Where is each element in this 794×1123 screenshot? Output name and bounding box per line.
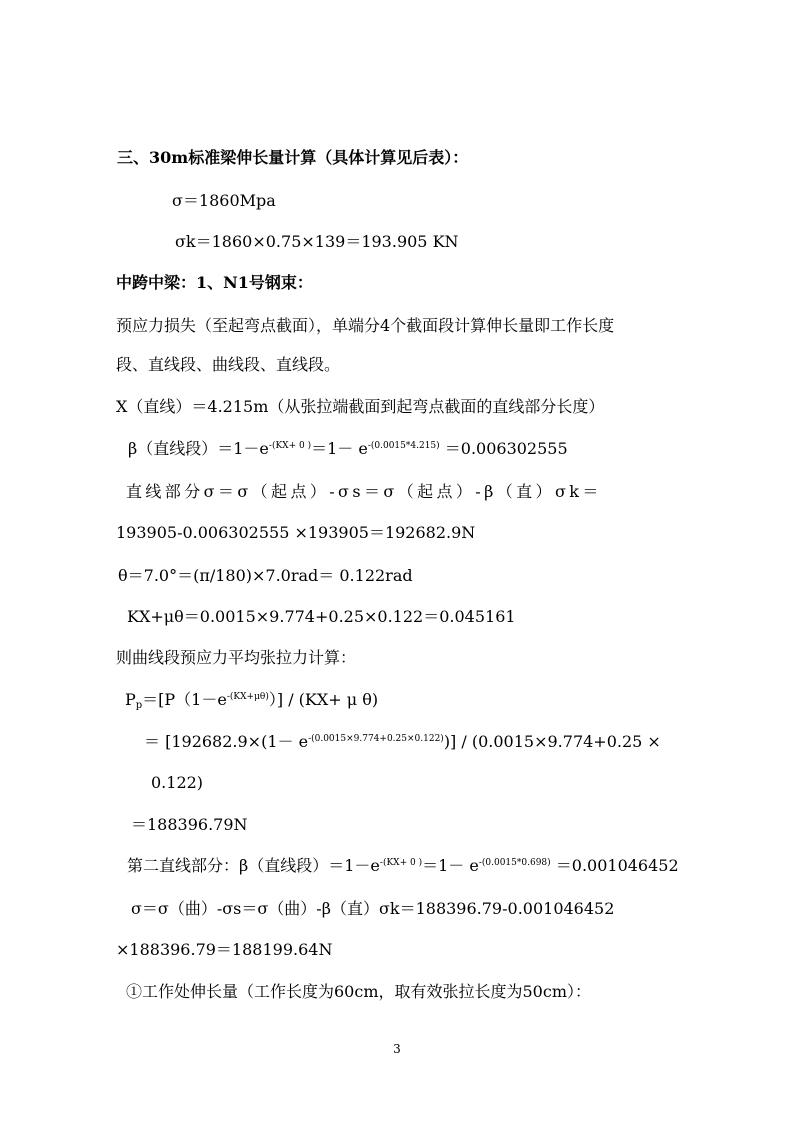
second-straight-line-2: ×188396.79＝188199.64N	[116, 940, 333, 959]
pp-exp: -(KX+μθ)	[226, 692, 269, 702]
beta1-a: β（直线段）＝1－e	[128, 439, 269, 458]
pp-p: P	[125, 690, 136, 709]
pp-formula-line-2	[144, 732, 661, 752]
beta2-exp1: -(KX+ 0 )	[379, 858, 423, 868]
beta1-c: ＝0.006302555	[439, 439, 568, 458]
straight-part-line-1: 直线部分σ＝σ（起点）-σs＝σ（起点）-β（直）σk＝	[126, 482, 602, 501]
theta-line: θ＝7.0°＝(π/180)×7.0rad＝ 0.122rad	[118, 566, 413, 585]
beta2-c: ＝0.001046452	[550, 856, 679, 875]
work-elongation-line: ①工作处伸长量（工作长度为60cm，取有效张拉长度为50cm）：	[126, 982, 591, 1001]
pp2-b: )] / (0.0015×9.774+0.25 ×	[443, 732, 661, 751]
beta1-exp2: -(0.0015*4.215)	[367, 441, 440, 451]
section-heading: 三、30m标准梁伸长量计算（具体计算见后表）：	[117, 148, 469, 167]
pp-formula-line-3: 0.122)	[151, 773, 204, 792]
pp-formula	[125, 690, 378, 710]
second-straight-line-1: σ＝σ（曲）-σs＝σ（曲）-β（直）σk＝188396.79-0.001046452	[131, 899, 615, 918]
beta2-a: 第二直线部分：β（直线段）＝1－e	[127, 856, 380, 875]
page-number: 3	[393, 1042, 401, 1056]
beta-second-straight	[127, 856, 679, 876]
sigma-k-line: σk＝1860×0.75×139＝193.905 KN	[175, 232, 459, 251]
paragraph-line-1: 预应力损失（至起弯点截面），单端分4个截面段计算伸长量即工作长度	[116, 316, 615, 335]
kx-line: KX+μθ＝0.0015×9.774+0.25×0.122＝0.045161	[127, 607, 516, 626]
pp2-exp: -(0.0015×9.774+0.25×0.122)	[308, 734, 444, 744]
sigma-line: σ＝1860Mpa	[172, 191, 276, 210]
pp-sub: p	[135, 700, 143, 711]
curve-title: 则曲线段预应力平均张拉力计算：	[116, 648, 357, 667]
paragraph-line-2: 段、直线段、曲线段、直线段。	[116, 355, 341, 374]
beta-straight-formula	[128, 439, 568, 459]
beta1-b: ＝1－ e	[311, 439, 368, 458]
beta2-exp2: -(0.0015*0.698)	[478, 858, 551, 868]
beta2-b: ＝1－ e	[422, 856, 479, 875]
pp-b: ）] / (KX+ μ θ)	[268, 690, 379, 709]
sub-heading: 中跨中梁：1、N1号钢束：	[116, 273, 313, 292]
x-straight-line: X（直线）＝4.215m（从张拉端截面到起弯点截面的直线部分长度）	[116, 397, 605, 416]
pp2-a: ＝ [192682.9×(1－ e	[144, 732, 309, 751]
beta1-exp1: -(KX+ 0 )	[268, 441, 312, 451]
pp-a: ＝[P（1－e	[142, 690, 227, 709]
straight-part-line-2: 193905-0.006302555 ×193905＝192682.9N	[116, 523, 476, 542]
pp-result: ＝188396.79N	[131, 815, 248, 834]
